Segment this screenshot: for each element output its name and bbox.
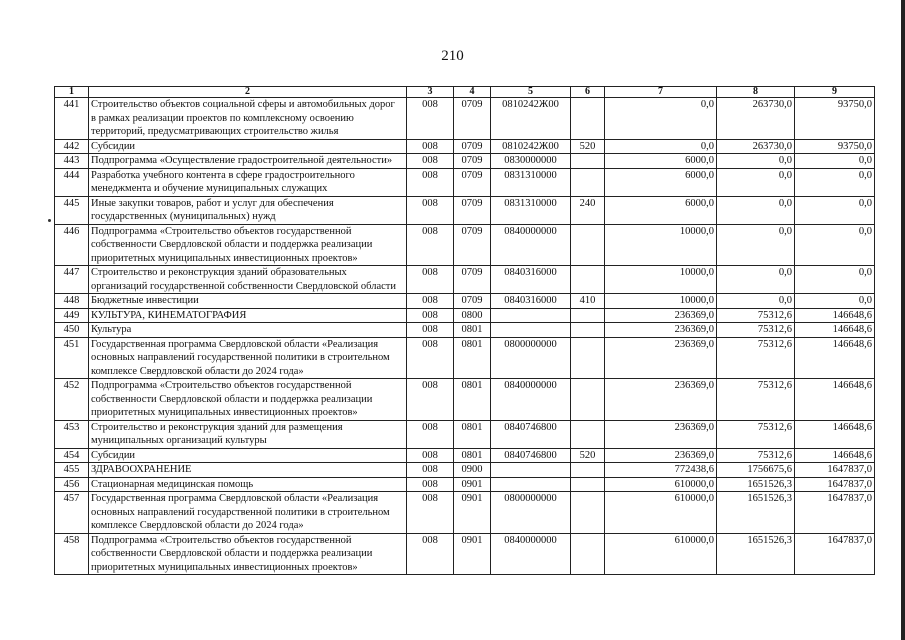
row-name-line: приоритетных муниципальных инвестиционных проектов» [91,561,358,573]
table-row [55,379,875,421]
row-name-line: комплексе Свердловской области до 2024 года» [91,365,304,377]
row-number: 454 [55,448,89,463]
row-name [89,139,407,154]
row-number: 453 [55,420,89,448]
table-row [55,337,875,379]
row-name [89,379,407,421]
amount-col-8: 1651526,3 [717,492,795,534]
ministry-code: 008 [407,196,454,224]
amount-col-9: 93750,0 [795,98,875,140]
row-number: 441 [55,98,89,140]
amount-col-7: 236369,0 [605,420,717,448]
amount-col-7: 236369,0 [605,308,717,323]
expense-type-code: 240 [571,196,605,224]
row-name [89,492,407,534]
target-code: 0840000000 [491,224,571,266]
table-row [55,196,875,224]
amount-col-9: 1647837,0 [795,533,875,575]
amount-col-8: 75312,6 [717,337,795,379]
row-number: 457 [55,492,89,534]
row-name-line: основных направлений государственной политики в строительном [91,352,390,363]
section-code: 0801 [454,420,491,448]
amount-col-8: 0,0 [717,294,795,309]
amount-col-7: 610000,0 [605,533,717,575]
target-code: 0840000000 [491,533,571,575]
table-row [55,308,875,323]
row-name-line: организаций государственной собственности Свердловской области [91,280,396,292]
target-code [491,308,571,323]
column-header-6: 6 [571,87,605,98]
expense-type-code [571,168,605,196]
row-name [89,337,407,379]
ministry-code: 008 [407,337,454,379]
expense-type-code [571,308,605,323]
page-number: 210 [441,48,464,64]
expense-type-code: 520 [571,139,605,154]
expense-type-code: 520 [571,448,605,463]
ministry-code: 008 [407,463,454,478]
row-name-line: Подпрограмма «Осуществление градостроительной деятельности» [91,155,393,166]
row-name-line: Подпрограмма «Строительство объектов государственной [91,225,352,237]
expense-type-code: 410 [571,294,605,309]
amount-col-8: 0,0 [717,196,795,224]
target-code: 0840746800 [491,448,571,463]
amount-col-9: 0,0 [795,294,875,309]
table-row [55,168,875,196]
row-name-line: приоритетных муниципальных инвестиционных проектов» [91,407,358,418]
row-name-line: Государственная программа Свердловской области «Реализация [91,493,379,504]
ministry-code: 008 [407,308,454,323]
column-header-5: 5 [491,87,571,98]
row-number: 444 [55,168,89,196]
amount-col-9: 0,0 [795,224,875,266]
amount-col-7: 6000,0 [605,154,717,169]
section-code: 0801 [454,337,491,379]
table-body [55,98,875,575]
column-header-2: 2 [89,87,407,98]
row-number: 448 [55,294,89,309]
row-name-line: менеджмента и обучение муниципальных служащих [91,183,328,194]
amount-col-7: 610000,0 [605,477,717,492]
scan-edge [901,0,905,640]
amount-col-7: 236369,0 [605,448,717,463]
row-number: 442 [55,139,89,154]
amount-col-9: 146648,6 [795,337,875,379]
ministry-code: 008 [407,266,454,294]
row-name-line: Строительство и реконструкция зданий для размещения [91,421,343,433]
scan-dot [48,219,51,222]
target-code: 0840746800 [491,420,571,448]
amount-col-7: 772438,6 [605,463,717,478]
amount-col-9: 146648,6 [795,420,875,448]
ministry-code: 008 [407,533,454,575]
row-name-line: в рамках реализации проектов по комплексному освоению [91,112,354,124]
ministry-code: 008 [407,379,454,421]
section-code: 0709 [454,154,491,169]
row-name-line: Подпрограмма «Строительство объектов государственной [91,534,352,546]
row-name-line: государственных (муниципальных) нужд [91,211,276,222]
amount-col-8: 0,0 [717,224,795,266]
row-name [89,448,407,463]
amount-col-8: 0,0 [717,154,795,169]
amount-col-9: 146648,6 [795,379,875,421]
row-name [89,168,407,196]
column-header-4: 4 [454,87,491,98]
target-code: 0831310000 [491,168,571,196]
row-name-line: ЗДРАВООХРАНЕНИЕ [91,464,192,475]
section-code: 0800 [454,308,491,323]
target-code [491,323,571,338]
expense-type-code [571,154,605,169]
section-code: 0801 [454,448,491,463]
amount-col-7: 236369,0 [605,379,717,421]
row-name-line: территорий, предусматривающих строительство жилья [91,126,339,137]
column-header-3: 3 [407,87,454,98]
target-code: 0830000000 [491,154,571,169]
section-code: 0709 [454,294,491,309]
target-code: 0800000000 [491,337,571,379]
section-code: 0801 [454,323,491,338]
row-number: 458 [55,533,89,575]
row-name-line: Культура [91,324,132,335]
ministry-code: 008 [407,139,454,154]
row-number: 450 [55,323,89,338]
row-name-line: Бюджетные инвестиции [91,295,199,306]
row-name-line: собственности Свердловской области и поддержка реализации [91,239,373,250]
table-row [55,154,875,169]
table-row [55,463,875,478]
row-name-line: основных направлений государственной политики в строительном [91,506,390,518]
row-name-line: Разработка учебного контента в сфере градостроительного [91,169,355,181]
amount-col-9: 93750,0 [795,139,875,154]
section-code: 0709 [454,168,491,196]
expense-type-code [571,337,605,379]
section-code: 0901 [454,492,491,534]
amount-col-9: 146648,6 [795,323,875,338]
table-row [55,323,875,338]
ministry-code: 008 [407,98,454,140]
target-code: 0840316000 [491,266,571,294]
table-row [55,98,875,140]
ministry-code: 008 [407,224,454,266]
amount-col-8: 75312,6 [717,448,795,463]
amount-col-7: 10000,0 [605,224,717,266]
column-header-1: 1 [55,87,89,98]
row-name-line: собственности Свердловской области и поддержка реализации [91,548,373,559]
table-row [55,139,875,154]
amount-col-8: 75312,6 [717,420,795,448]
expense-type-code [571,533,605,575]
amount-col-7: 0,0 [605,139,717,154]
table-row [55,533,875,575]
amount-col-8: 0,0 [717,168,795,196]
row-name [89,154,407,169]
amount-col-7: 10000,0 [605,294,717,309]
row-name [89,224,407,266]
ministry-code: 008 [407,420,454,448]
row-number: 449 [55,308,89,323]
amount-col-9: 1647837,0 [795,463,875,478]
amount-col-8: 263730,0 [717,139,795,154]
target-code: 0810242Ж00 [491,139,571,154]
row-name-line: Подпрограмма «Строительство объектов государственной [91,380,352,391]
amount-col-7: 236369,0 [605,323,717,338]
table-row [55,420,875,448]
amount-col-9: 0,0 [795,266,875,294]
amount-col-7: 6000,0 [605,196,717,224]
row-name [89,463,407,478]
expense-type-code [571,420,605,448]
amount-col-9: 146648,6 [795,448,875,463]
section-code: 0901 [454,477,491,492]
section-code: 0709 [454,266,491,294]
row-name-line: муниципальных организаций культуры [91,435,267,446]
ministry-code: 008 [407,168,454,196]
amount-col-7: 236369,0 [605,337,717,379]
amount-col-9: 1647837,0 [795,492,875,534]
amount-col-8: 1651526,3 [717,477,795,492]
row-number: 445 [55,196,89,224]
table-row [55,266,875,294]
row-number: 447 [55,266,89,294]
section-code: 0709 [454,139,491,154]
section-code: 0709 [454,224,491,266]
row-name [89,323,407,338]
row-name-line: собственности Свердловской области и поддержка реализации [91,393,373,405]
section-code: 0801 [454,379,491,421]
target-code: 0840316000 [491,294,571,309]
row-number: 456 [55,477,89,492]
section-code: 0709 [454,196,491,224]
row-name [89,98,407,140]
ministry-code: 008 [407,323,454,338]
table-row [55,448,875,463]
expense-type-code [571,477,605,492]
amount-col-8: 75312,6 [717,379,795,421]
expense-type-code [571,266,605,294]
row-name-line: КУЛЬТУРА, КИНЕМАТОГРАФИЯ [91,309,247,321]
row-number: 451 [55,337,89,379]
budget-table [54,86,875,575]
section-code: 0900 [454,463,491,478]
amount-col-9: 146648,6 [795,308,875,323]
expense-type-code [571,323,605,338]
column-header-7: 7 [605,87,717,98]
row-name [89,533,407,575]
amount-col-7: 6000,0 [605,168,717,196]
table-row [55,294,875,309]
expense-type-code [571,224,605,266]
amount-col-9: 1647837,0 [795,477,875,492]
row-name-line: Иные закупки товаров, работ и услуг для обеспечения [91,197,334,209]
row-name-line: Строительство и реконструкция зданий образовательных [91,267,347,278]
amount-col-9: 0,0 [795,196,875,224]
header-row [55,87,875,98]
expense-type-code [571,463,605,478]
row-name [89,266,407,294]
ministry-code: 008 [407,492,454,534]
row-name-line: приоритетных муниципальных инвестиционных проектов» [91,252,358,264]
amount-col-9: 0,0 [795,154,875,169]
row-name [89,477,407,492]
row-name-line: Субсидии [91,449,136,461]
row-name [89,196,407,224]
amount-col-7: 10000,0 [605,266,717,294]
row-name [89,420,407,448]
amount-col-8: 1651526,3 [717,533,795,575]
section-code: 0709 [454,98,491,140]
table-row [55,492,875,534]
target-code: 0831310000 [491,196,571,224]
expense-type-code [571,379,605,421]
amount-col-8: 1756675,6 [717,463,795,478]
expense-type-code [571,98,605,140]
ministry-code: 008 [407,294,454,309]
expense-type-code [571,492,605,534]
amount-col-8: 0,0 [717,266,795,294]
target-code: 0840000000 [491,379,571,421]
row-number: 452 [55,379,89,421]
amount-col-8: 75312,6 [717,308,795,323]
table-row [55,224,875,266]
ministry-code: 008 [407,477,454,492]
target-code [491,463,571,478]
amount-col-7: 0,0 [605,98,717,140]
table-row [55,477,875,492]
row-name-line: Стационарная медицинская помощь [91,478,254,490]
row-number: 443 [55,154,89,169]
section-code: 0901 [454,533,491,575]
row-number: 455 [55,463,89,478]
row-name [89,294,407,309]
row-name-line: Государственная программа Свердловской области «Реализация [91,338,379,350]
amount-col-8: 263730,0 [717,98,795,140]
target-code: 0800000000 [491,492,571,534]
target-code: 0810242Ж00 [491,98,571,140]
row-number: 446 [55,224,89,266]
column-header-8: 8 [717,87,795,98]
target-code [491,477,571,492]
ministry-code: 008 [407,448,454,463]
row-name-line: Субсидии [91,140,136,152]
amount-col-9: 0,0 [795,168,875,196]
column-header-9: 9 [795,87,875,98]
row-name-line: комплексе Свердловской области до 2024 года» [91,520,304,531]
row-name [89,308,407,323]
ministry-code: 008 [407,154,454,169]
amount-col-7: 610000,0 [605,492,717,534]
row-name-line: Строительство объектов социальной сферы и автомобильных дорог [91,99,395,110]
amount-col-8: 75312,6 [717,323,795,338]
